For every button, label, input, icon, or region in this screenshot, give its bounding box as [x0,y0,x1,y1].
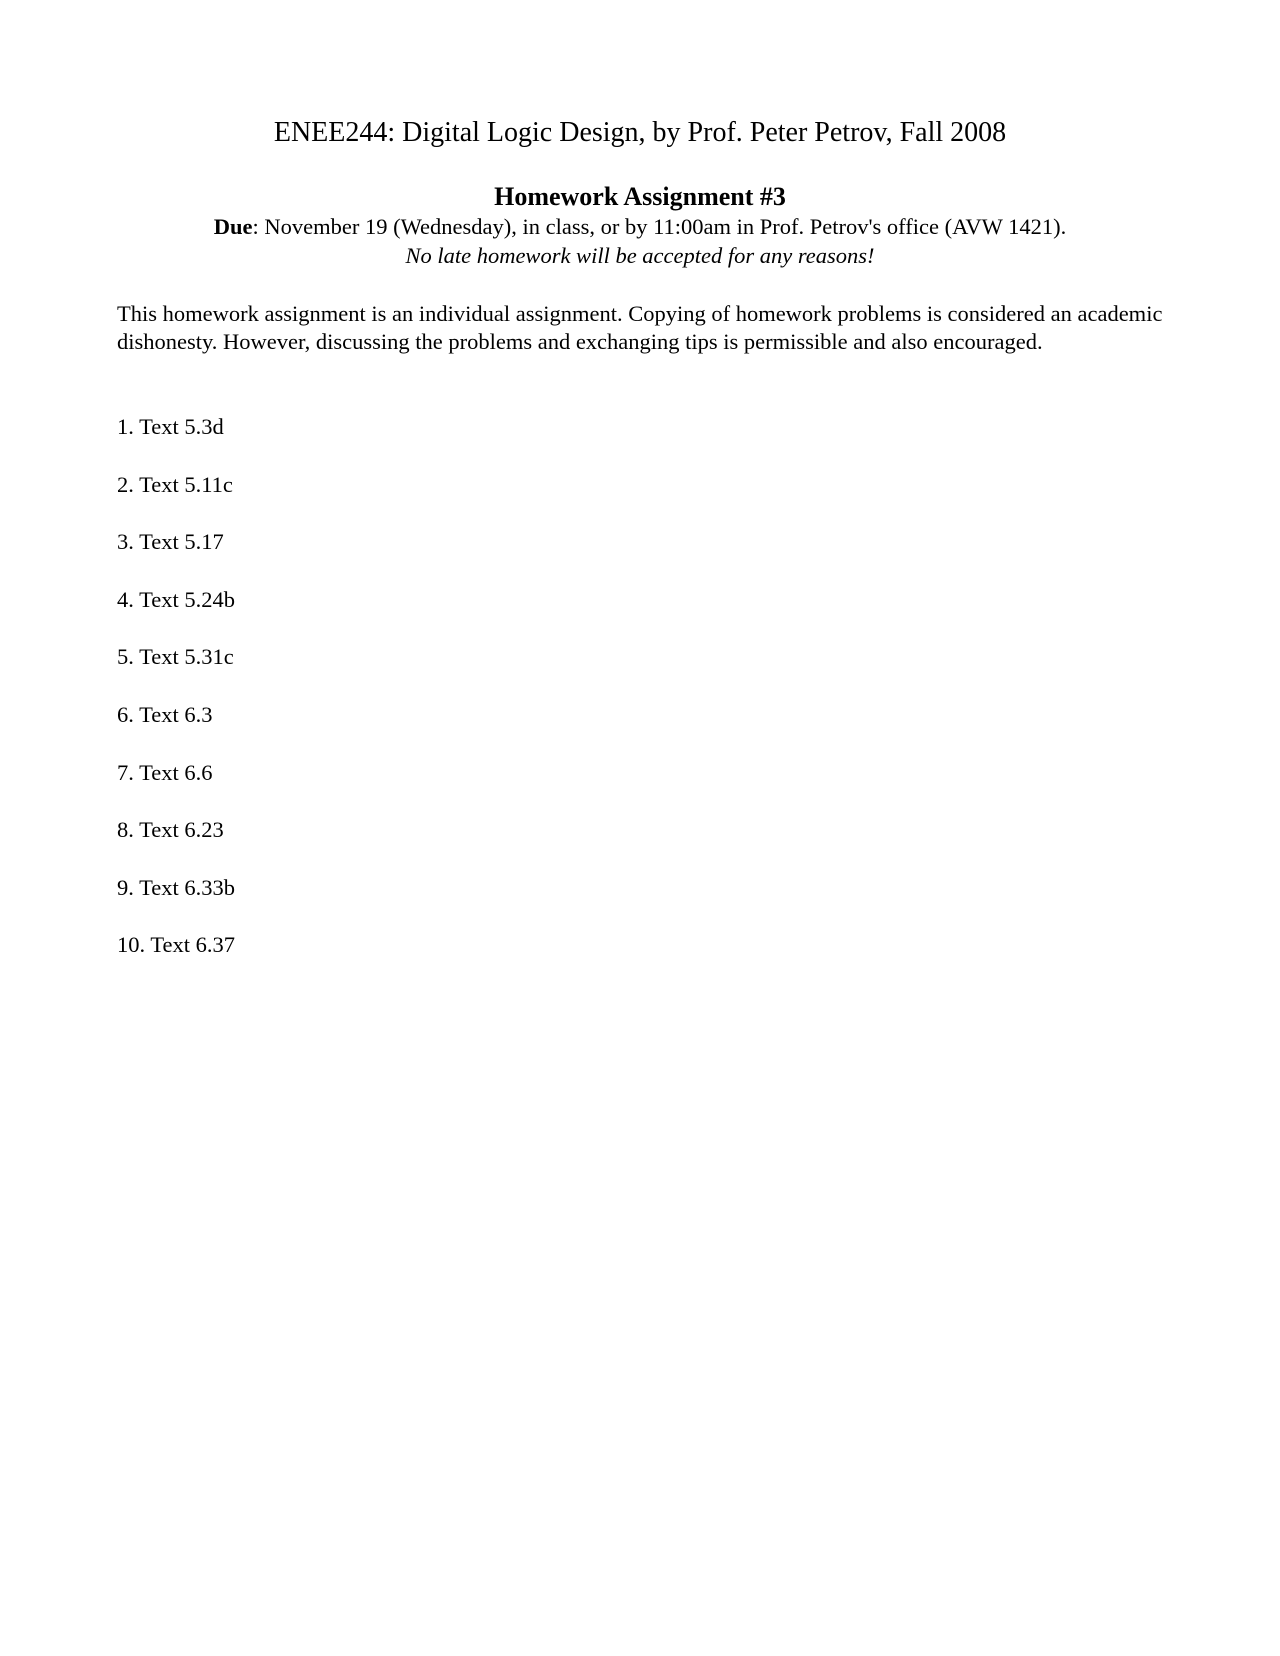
problem-item: 5. Text 5.31c [117,644,234,670]
due-text: : November 19 (Wednesday), in class, or by 11:00am in Prof. Petrov's office (AVW 1421). [252,214,1067,239]
problem-list [117,413,235,989]
problem-item: 2. Text 5.11c [117,471,233,497]
course-title: ENEE244: Digital Logic Design, by Prof. Peter Petrov, Fall 2008 [273,117,1007,148]
problem-item: 9. Text 6.33b [117,874,236,900]
problem-item: 1. Text 5.3d [117,414,224,439]
problem-item: 6. Text 6.3 [117,701,213,727]
problem-item: 4. Text 5.24b [117,586,236,612]
late-policy-note: No late homework will be accepted for any reasons! [405,243,875,268]
problem-item: 8. Text 6.23 [117,817,224,843]
problem-item: 10. Text 6.37 [117,932,236,958]
intro-paragraph: This homework assignment is an individual assignment. Copying of homework problems is considered an academic dishonesty. However, discussing the problems and exchanging tips is permissible and also encouraged. [117,301,1163,354]
due-line [0,213,1280,241]
problem-item: 7. Text 6.6 [117,759,213,785]
assignment-title: Homework Assignment #3 [494,182,786,211]
due-label: Due [213,214,253,239]
problem-item: 3. Text 5.17 [117,529,224,555]
